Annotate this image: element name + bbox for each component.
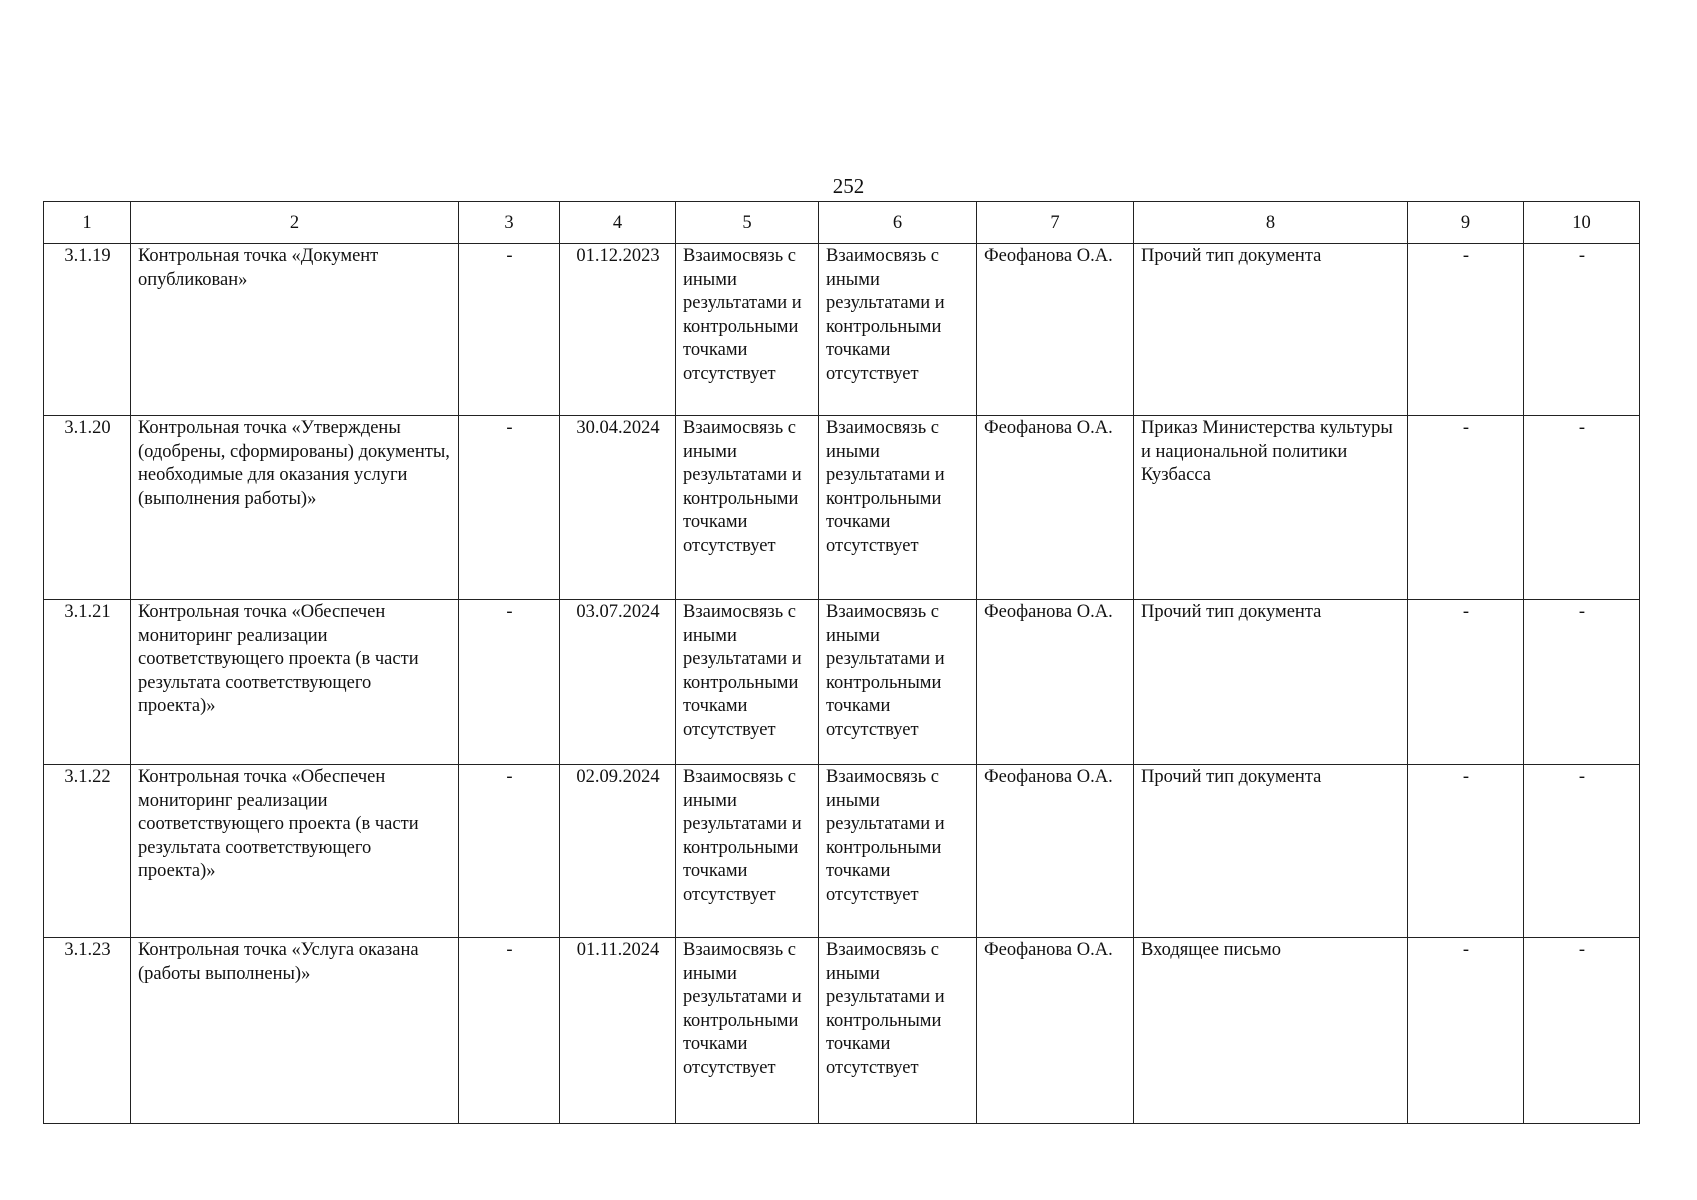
cell-col5: Взаимосвязь с иными результатами и контрольными точками отсутствует: [676, 244, 819, 416]
cell-col3: -: [459, 765, 560, 938]
header-row: [44, 202, 1640, 244]
cell-col3: -: [459, 938, 560, 1124]
cell-col6: Взаимосвязь с иными результатами и контрольными точками отсутствует: [819, 600, 977, 765]
cell-col6: Взаимосвязь с иными результатами и контрольными точками отсутствует: [819, 416, 977, 600]
cell-col5: Взаимосвязь с иными результатами и контрольными точками отсутствует: [676, 600, 819, 765]
control-points-table: [43, 201, 1640, 1124]
document-type: Входящее письмо: [1134, 938, 1408, 1124]
responsible-person: Феофанова О.А.: [977, 765, 1134, 938]
responsible-person: Феофанова О.А.: [977, 244, 1134, 416]
cell-col5: Взаимосвязь с иными результатами и контрольными точками отсутствует: [676, 416, 819, 600]
document-type: Прочий тип документа: [1134, 600, 1408, 765]
document-type: Приказ Министерства культуры и национальной политики Кузбасса: [1134, 416, 1408, 600]
cell-col9: -: [1408, 244, 1524, 416]
column-header: 10: [1524, 202, 1640, 244]
responsible-person: Феофанова О.А.: [977, 416, 1134, 600]
column-header: 9: [1408, 202, 1524, 244]
cell-col10: -: [1524, 244, 1640, 416]
cell-col10: -: [1524, 600, 1640, 765]
due-date: 03.07.2024: [560, 600, 676, 765]
row-number: 3.1.19: [44, 244, 131, 416]
column-header: 6: [819, 202, 977, 244]
document-type: Прочий тип документа: [1134, 244, 1408, 416]
cell-col10: -: [1524, 938, 1640, 1124]
cell-col3: -: [459, 600, 560, 765]
control-point-name: Контрольная точка «Обеспечен мониторинг реализации соответствующего проекта (в части результата соответствующего проекта)»: [131, 600, 459, 765]
column-header: 4: [560, 202, 676, 244]
control-point-name: Контрольная точка «Документ опубликован»: [131, 244, 459, 416]
due-date: 30.04.2024: [560, 416, 676, 600]
page-number: 252: [832, 174, 865, 198]
document-type: Прочий тип документа: [1134, 765, 1408, 938]
table-row: [44, 416, 1640, 600]
cell-col6: Взаимосвязь с иными результатами и контрольными точками отсутствует: [819, 938, 977, 1124]
row-number: 3.1.20: [44, 416, 131, 600]
table-row: [44, 938, 1640, 1124]
cell-col3: -: [459, 244, 560, 416]
due-date: 01.12.2023: [560, 244, 676, 416]
cell-col6: Взаимосвязь с иными результатами и контрольными точками отсутствует: [819, 765, 977, 938]
column-header: 8: [1134, 202, 1408, 244]
cell-col9: -: [1408, 765, 1524, 938]
due-date: 02.09.2024: [560, 765, 676, 938]
cell-col9: -: [1408, 938, 1524, 1124]
cell-col10: -: [1524, 765, 1640, 938]
column-header: 3: [459, 202, 560, 244]
column-header: 2: [131, 202, 459, 244]
row-number: 3.1.23: [44, 938, 131, 1124]
control-point-name: Контрольная точка «Услуга оказана (работы выполнены)»: [131, 938, 459, 1124]
cell-col3: -: [459, 416, 560, 600]
column-header: 7: [977, 202, 1134, 244]
cell-col9: -: [1408, 416, 1524, 600]
due-date: 01.11.2024: [560, 938, 676, 1124]
cell-col5: Взаимосвязь с иными результатами и контрольными точками отсутствует: [676, 938, 819, 1124]
column-header: 1: [44, 202, 131, 244]
cell-col10: -: [1524, 416, 1640, 600]
responsible-person: Феофанова О.А.: [977, 600, 1134, 765]
responsible-person: Феофанова О.А.: [977, 938, 1134, 1124]
table-row: [44, 600, 1640, 765]
row-number: 3.1.22: [44, 765, 131, 938]
cell-col9: -: [1408, 600, 1524, 765]
cell-col6: Взаимосвязь с иными результатами и контрольными точками отсутствует: [819, 244, 977, 416]
table-row: [44, 244, 1640, 416]
row-number: 3.1.21: [44, 600, 131, 765]
control-point-name: Контрольная точка «Обеспечен мониторинг реализации соответствующего проекта (в части результата соответствующего проекта)»: [131, 765, 459, 938]
cell-col5: Взаимосвязь с иными результатами и контрольными точками отсутствует: [676, 765, 819, 938]
table-row: [44, 765, 1640, 938]
control-point-name: Контрольная точка «Утверждены (одобрены, сформированы) документы, необходимые для оказания услуги (выполнения работы)»: [131, 416, 459, 600]
column-header: 5: [676, 202, 819, 244]
